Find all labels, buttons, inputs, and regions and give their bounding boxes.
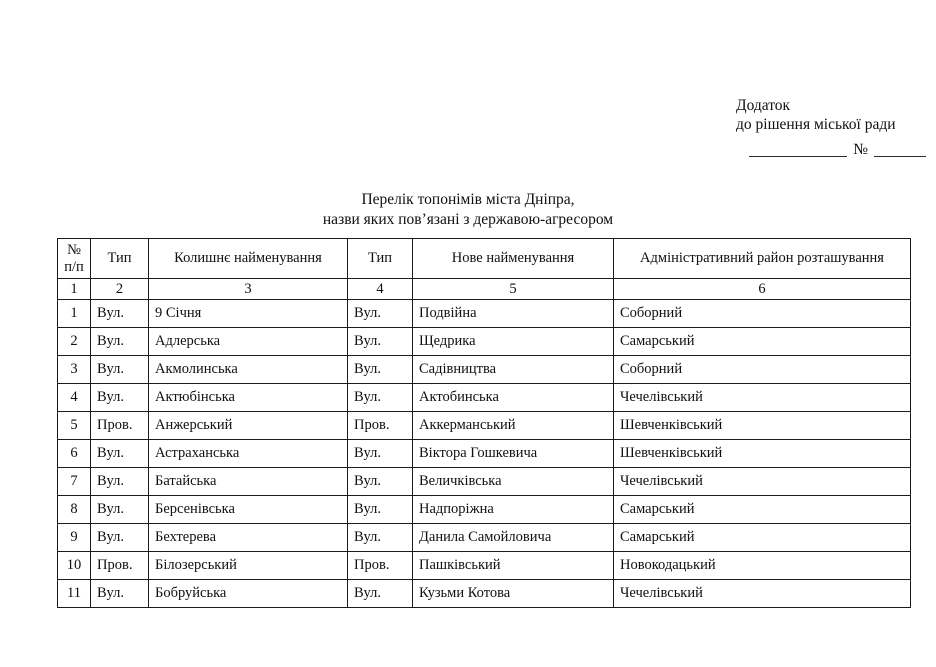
cell-old-name: Бобруйська bbox=[149, 580, 348, 608]
table-header bbox=[58, 239, 911, 279]
cell-new-type: Вул. bbox=[348, 496, 413, 524]
appendix-header-block bbox=[736, 96, 926, 157]
date-blank-rule bbox=[749, 143, 847, 157]
cell-old-name: Берсенівська bbox=[149, 496, 348, 524]
column-header-old-name: Колишнє найменування bbox=[149, 239, 348, 279]
cell-new-name: Пашківський bbox=[413, 552, 614, 580]
table-row bbox=[58, 412, 911, 440]
appendix-label: Додаток bbox=[736, 97, 791, 114]
page-title-line-2: назви яких пов’язані з державою-агресором bbox=[322, 211, 614, 228]
cell-new-name: Садівництва bbox=[413, 356, 614, 384]
cell-district: Самарський bbox=[614, 328, 911, 356]
table-header-row bbox=[58, 239, 911, 279]
cell-old-type: Вул. bbox=[91, 440, 149, 468]
column-header-new-name: Нове найменування bbox=[413, 239, 614, 279]
column-number-2: 2 bbox=[91, 279, 149, 300]
toponyms-table-container bbox=[57, 238, 910, 608]
cell-new-name: Подвійна bbox=[413, 300, 614, 328]
cell-number: 2 bbox=[58, 328, 91, 356]
column-header-district: Адміністративний район розташування bbox=[614, 239, 911, 279]
cell-old-type: Вул. bbox=[91, 524, 149, 552]
cell-new-type: Вул. bbox=[348, 384, 413, 412]
cell-number: 1 bbox=[58, 300, 91, 328]
cell-district: Чечелівський bbox=[614, 468, 911, 496]
appendix-number-line bbox=[736, 138, 926, 157]
cell-old-type: Пров. bbox=[91, 552, 149, 580]
cell-number: 6 bbox=[58, 440, 91, 468]
cell-district: Чечелівський bbox=[614, 580, 911, 608]
cell-new-name: Надпоріжна bbox=[413, 496, 614, 524]
table-row bbox=[58, 440, 911, 468]
cell-district: Соборний bbox=[614, 356, 911, 384]
cell-old-name: Адлерська bbox=[149, 328, 348, 356]
cell-new-name: Актобинська bbox=[413, 384, 614, 412]
page-title bbox=[0, 190, 936, 230]
appendix-decision-reference: до рішення міської ради bbox=[736, 116, 896, 133]
cell-new-name: Віктора Гошкевича bbox=[413, 440, 614, 468]
cell-new-type: Вул. bbox=[348, 300, 413, 328]
column-number-row bbox=[58, 279, 911, 300]
table-row bbox=[58, 552, 911, 580]
number-sign: № bbox=[853, 141, 868, 158]
cell-new-type: Вул. bbox=[348, 440, 413, 468]
cell-old-type: Вул. bbox=[91, 384, 149, 412]
table-row bbox=[58, 496, 911, 524]
cell-old-name: Білозерський bbox=[149, 552, 348, 580]
column-header-old-type: Тип bbox=[91, 239, 149, 279]
cell-new-type: Вул. bbox=[348, 524, 413, 552]
cell-old-name: Актюбінська bbox=[149, 384, 348, 412]
cell-new-type: Вул. bbox=[348, 328, 413, 356]
cell-old-type: Вул. bbox=[91, 468, 149, 496]
cell-new-name: Величківська bbox=[413, 468, 614, 496]
cell-new-type: Вул. bbox=[348, 468, 413, 496]
column-number-5: 5 bbox=[413, 279, 614, 300]
cell-number: 11 bbox=[58, 580, 91, 608]
column-header-number-line2: п/п bbox=[64, 258, 84, 275]
cell-old-name: Бехтерева bbox=[149, 524, 348, 552]
table-row bbox=[58, 328, 911, 356]
cell-district: Самарський bbox=[614, 496, 911, 524]
cell-old-type: Вул. bbox=[91, 496, 149, 524]
cell-district: Шевченківський bbox=[614, 440, 911, 468]
cell-number: 10 bbox=[58, 552, 91, 580]
table-row bbox=[58, 468, 911, 496]
column-header-new-type: Тип bbox=[348, 239, 413, 279]
cell-district: Шевченківський bbox=[614, 412, 911, 440]
table-row bbox=[58, 524, 911, 552]
column-number-1: 1 bbox=[58, 279, 91, 300]
cell-new-name: Аккерманський bbox=[413, 412, 614, 440]
table-row bbox=[58, 580, 911, 608]
cell-old-type: Вул. bbox=[91, 356, 149, 384]
cell-old-name: 9 Січня bbox=[149, 300, 348, 328]
cell-old-type: Пров. bbox=[91, 412, 149, 440]
page-title-line-1: Перелік топонімів міста Дніпра, bbox=[361, 191, 575, 208]
table-row bbox=[58, 356, 911, 384]
toponyms-table bbox=[57, 238, 911, 608]
table-row bbox=[58, 300, 911, 328]
column-header-number-line1: № bbox=[67, 241, 81, 258]
cell-number: 5 bbox=[58, 412, 91, 440]
cell-new-type: Вул. bbox=[348, 356, 413, 384]
column-number-3: 3 bbox=[149, 279, 348, 300]
cell-new-name: Кузьми Котова bbox=[413, 580, 614, 608]
cell-number: 4 bbox=[58, 384, 91, 412]
cell-old-type: Вул. bbox=[91, 580, 149, 608]
cell-number: 3 bbox=[58, 356, 91, 384]
cell-district: Чечелівський bbox=[614, 384, 911, 412]
cell-new-type: Пров. bbox=[348, 412, 413, 440]
cell-old-name: Акмолинська bbox=[149, 356, 348, 384]
cell-old-type: Вул. bbox=[91, 328, 149, 356]
column-number-6: 6 bbox=[614, 279, 911, 300]
cell-new-type: Пров. bbox=[348, 552, 413, 580]
table-row bbox=[58, 384, 911, 412]
cell-number: 9 bbox=[58, 524, 91, 552]
cell-district: Соборний bbox=[614, 300, 911, 328]
cell-old-name: Анжерський bbox=[149, 412, 348, 440]
cell-number: 8 bbox=[58, 496, 91, 524]
cell-district: Новокодацький bbox=[614, 552, 911, 580]
table-body bbox=[58, 279, 911, 608]
number-blank-rule bbox=[874, 143, 926, 157]
cell-old-name: Батайська bbox=[149, 468, 348, 496]
cell-old-type: Вул. bbox=[91, 300, 149, 328]
cell-old-name: Астраханська bbox=[149, 440, 348, 468]
column-header-number bbox=[58, 239, 91, 279]
cell-number: 7 bbox=[58, 468, 91, 496]
cell-new-type: Вул. bbox=[348, 580, 413, 608]
column-number-4: 4 bbox=[348, 279, 413, 300]
cell-new-name: Щедрика bbox=[413, 328, 614, 356]
cell-district: Самарський bbox=[614, 524, 911, 552]
cell-new-name: Данила Самойловича bbox=[413, 524, 614, 552]
